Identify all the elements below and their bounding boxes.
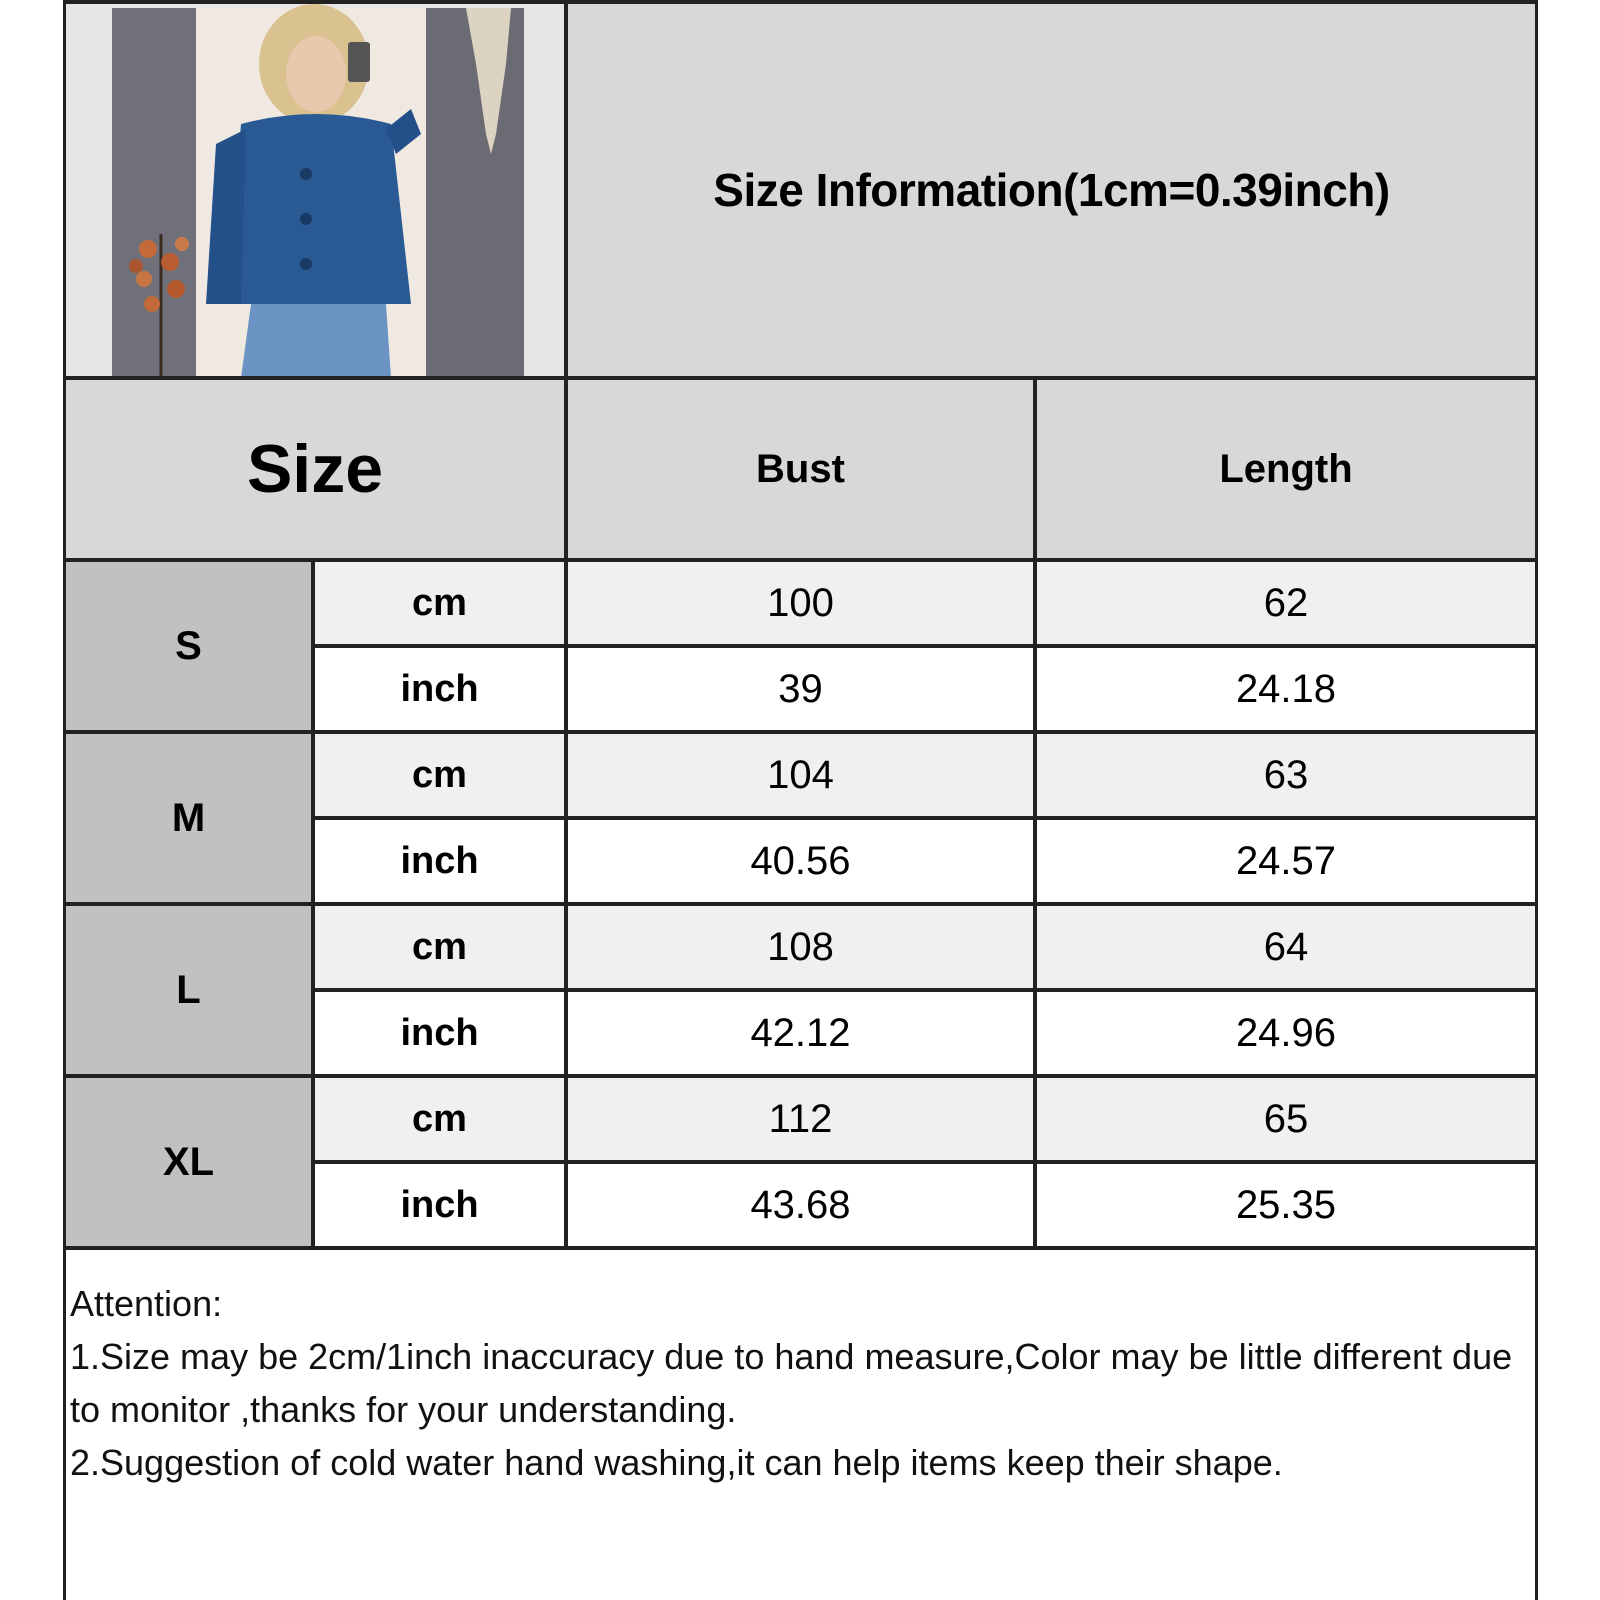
length-value-cell [1037, 648, 1535, 730]
grid-line [311, 644, 1538, 648]
unit-label: cm [412, 925, 467, 968]
grid-line [564, 0, 568, 1250]
size-information-header [568, 4, 1535, 376]
grid-line [63, 730, 1538, 734]
size-column-header [66, 380, 564, 558]
grid-line [63, 1074, 1538, 1078]
size-label-cell [66, 562, 311, 730]
length-value-cell [1037, 906, 1535, 988]
model-photo [66, 4, 574, 378]
grid-line [63, 558, 1538, 562]
grid-line [63, 0, 1538, 4]
grid-line [311, 558, 315, 1250]
bust-value: 42.12 [750, 1010, 851, 1055]
size-label: XL [162, 1139, 215, 1184]
length-value: 64 [1263, 924, 1309, 969]
unit-label: inch [400, 1183, 479, 1226]
bust-value-cell [568, 648, 1033, 730]
bust-value: 43.68 [750, 1182, 851, 1227]
size-label-cell [66, 906, 311, 1074]
length-value-cell [1037, 992, 1535, 1074]
size-header-label: Size [246, 431, 384, 507]
size-label-cell [66, 734, 311, 902]
bust-header-label: Bust [756, 446, 845, 491]
attention-note-2: 2.Suggestion of cold water hand washing,it can help items keep their shape. [70, 1442, 1283, 1483]
bust-value-cell [568, 734, 1033, 816]
bust-value-cell [568, 1078, 1033, 1160]
unit-cell-inch [315, 648, 564, 730]
bust-value: 112 [768, 1096, 833, 1141]
grid-line [63, 376, 1538, 380]
unit-label: inch [400, 667, 479, 710]
size-label: M [171, 795, 206, 840]
grid-line [311, 988, 1538, 992]
grid-line [311, 816, 1538, 820]
length-value-cell [1037, 1078, 1535, 1160]
size-label: L [176, 967, 201, 1012]
unit-cell-cm [315, 562, 564, 644]
unit-cell-cm [315, 906, 564, 988]
unit-label: inch [400, 839, 479, 882]
model-photo-icon [66, 4, 574, 378]
length-value: 65 [1263, 1096, 1309, 1141]
grid-line [311, 1160, 1538, 1164]
length-value-cell [1037, 1164, 1535, 1246]
bust-value: 100 [767, 580, 834, 625]
attention-note-1: 1.Size may be 2cm/1inch inaccuracy due to hand measure,Color may be little different due to monitor ,thanks for your understanding. [70, 1336, 1513, 1430]
unit-label: cm [412, 581, 467, 624]
length-value: 24.18 [1235, 666, 1337, 711]
size-label-cell [66, 1078, 311, 1246]
length-value: 63 [1263, 752, 1309, 797]
unit-cell-inch [315, 1164, 564, 1246]
size-information-title: Size Information(1cm=0.39inch) [713, 164, 1390, 216]
bust-value-cell [568, 992, 1033, 1074]
bust-column-header [568, 380, 1033, 558]
bust-value: 39 [778, 666, 823, 711]
length-value-cell [1037, 562, 1535, 644]
attention-notes [70, 1277, 1520, 1489]
length-value: 24.57 [1235, 838, 1337, 883]
bust-value: 104 [767, 752, 834, 797]
bust-value-cell [568, 820, 1033, 902]
unit-cell-cm [315, 734, 564, 816]
bust-value: 108 [767, 924, 834, 969]
unit-cell-cm [315, 1078, 564, 1160]
bust-value-cell [568, 562, 1033, 644]
length-value: 62 [1263, 580, 1309, 625]
unit-label: cm [412, 753, 467, 796]
grid-line [63, 1246, 1538, 1250]
unit-label: inch [400, 1011, 479, 1054]
length-column-header [1037, 380, 1535, 558]
bust-value: 40.56 [750, 838, 851, 883]
grid-line [1033, 376, 1037, 1250]
unit-cell-inch [315, 992, 564, 1074]
length-value: 24.96 [1235, 1010, 1337, 1055]
bust-value-cell [568, 1164, 1033, 1246]
length-value-cell [1037, 820, 1535, 902]
bust-value-cell [568, 906, 1033, 988]
size-label: S [175, 623, 202, 668]
unit-label: cm [412, 1097, 467, 1140]
length-value: 25.35 [1235, 1182, 1337, 1227]
grid-line [63, 902, 1538, 906]
length-value-cell [1037, 734, 1535, 816]
length-header-label: Length [1219, 446, 1353, 491]
attention-heading: Attention: [70, 1283, 223, 1324]
unit-cell-inch [315, 820, 564, 902]
